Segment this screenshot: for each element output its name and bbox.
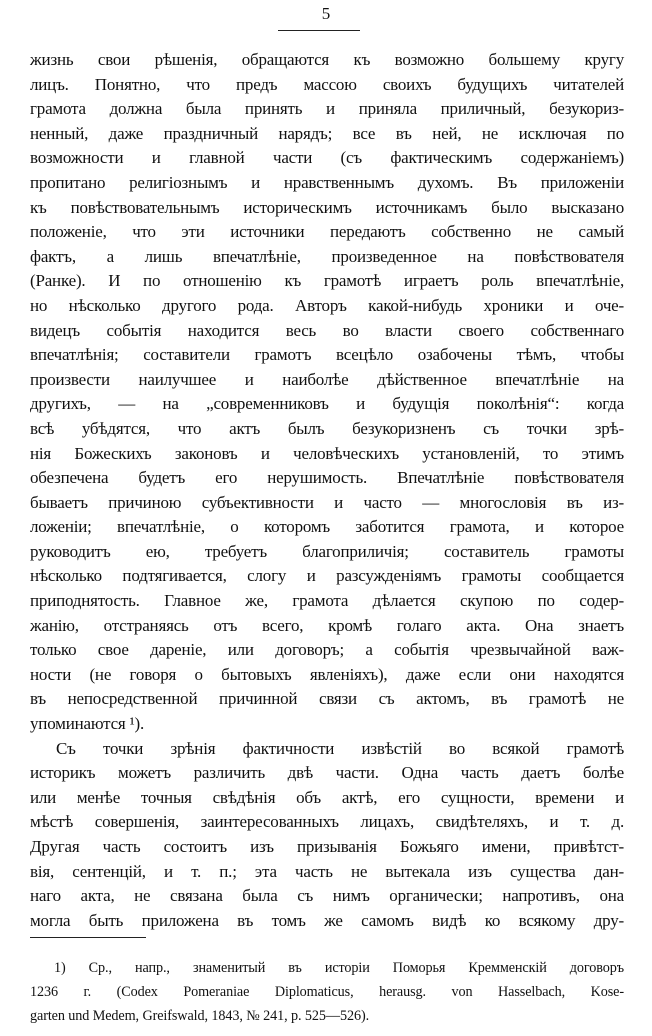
text-line: къ повѣствовательнымъ историческимъ источникамъ было высказано bbox=[30, 197, 624, 217]
text-line: ненный, даже праздничный нарядъ; все въ ней, не исключая по bbox=[30, 123, 624, 143]
text-line: (Ранке). И по отношенію къ грамотѣ играетъ роль впечатлѣніе, bbox=[30, 271, 624, 291]
text-line: вія, сентенцій, и т. п.; эта часть не вытекала изъ существа дан- bbox=[30, 861, 624, 881]
text-line: Другая часть состоитъ изъ призыванія Божьяго имени, привѣтст- bbox=[30, 837, 624, 856]
text-line: только свое дареніе, или договоръ; а событія чрезвычайной важ- bbox=[30, 640, 624, 660]
footnote-rule bbox=[30, 937, 146, 938]
text-line: или менѣе точныя свѣдѣнія объ актѣ, его сущности, времени и bbox=[30, 787, 624, 807]
text-line: нѣсколько подтягивается, слогу и разсужденіямъ грамоты сообщается bbox=[30, 566, 624, 586]
text-line: нія Божескихъ законовъ и человѣческихъ установленій, то этимъ bbox=[30, 443, 624, 463]
text-line: бываетъ причиною субъективности и часто — многословія въ из- bbox=[30, 492, 624, 512]
text-line: всѣ убѣдятся, что актъ былъ безукоризненъ съ точки зрѣ- bbox=[30, 418, 624, 438]
text-line: грамота должна была принять и приняла приличный, безукориз- bbox=[30, 99, 624, 119]
text-line: ложеніи; впечатлѣніе, о которомъ заботится грамота, и которое bbox=[30, 517, 624, 537]
text-line: могла быть приложена въ томъ же самомъ видѣ ко всякому дру- bbox=[30, 910, 624, 930]
text-line: фактъ, а лишь впечатлѣніе, произведенное на повѣствователя bbox=[30, 246, 624, 266]
text-line: произвести наилучшее и наиболѣе дѣйственное впечатлѣніе на bbox=[30, 369, 624, 389]
text-line: приподнятость. Главное же, грамота дѣлается скупою по содер- bbox=[30, 591, 624, 611]
page-number: 5 bbox=[321, 4, 331, 23]
text-line: лицъ. Понятно, что предъ массою своихъ будущихъ читателей bbox=[30, 74, 624, 94]
text-line: положеніе, что эти источники передаютъ собственно не самый bbox=[30, 222, 624, 242]
text-line: историкъ можетъ различить двѣ части. Одна часть даетъ болѣе bbox=[30, 763, 624, 783]
footnote-line: garten und Medem, Greifswald, 1843, № 241, p. 525—526). bbox=[30, 1008, 370, 1024]
text-line: пропитано религіознымъ и нравственнымъ духомъ. Въ приложеніи bbox=[30, 172, 624, 192]
text-line: жизнь свои рѣшенія, обращаются къ возможно большему кругу bbox=[30, 50, 624, 69]
text-line: видецъ событія находится весь во власти своего собственнаго bbox=[30, 320, 624, 340]
body-text bbox=[30, 48, 624, 933]
text-line: возможности и главной части (съ фактическимъ содержаніемъ) bbox=[30, 148, 624, 168]
text-line: мѣстѣ совершенія, заинтересованныхъ лицахъ, свидѣтеляхъ, и т. д. bbox=[30, 812, 624, 832]
text-line: Съ точки зрѣнія фактичности извѣстій во всякой грамотѣ bbox=[56, 738, 624, 758]
text-line: ности (не говоря о бытовыхъ явленіяхъ), даже если они находятся bbox=[30, 664, 624, 684]
text-line: впечатлѣнія; составители грамотъ всецѣло озабочены тѣмъ, чтобы bbox=[30, 345, 624, 365]
text-line: въ непосредственной причинной связи съ актомъ, въ грамотѣ не bbox=[30, 689, 624, 709]
text-line: но нѣсколько другого рода. Авторъ какой-нибудь хроники и оче- bbox=[30, 295, 624, 315]
text-line: руководитъ ею, требуетъ благоприличія; составитель грамоты bbox=[30, 541, 624, 561]
header-rule bbox=[278, 30, 360, 31]
text-line: жанію, отстраняясь отъ всего, кромѣ голаго акта. Она знаетъ bbox=[30, 615, 624, 635]
footnote-line: 1236 г. (Codex Pomeraniae Diplomaticus, herausg. von Hasselbach, Kose- bbox=[30, 984, 624, 1000]
footnote-line: 1) Ср., напр., знаменитый въ исторіи Поморья Кремменскій договоръ bbox=[54, 960, 624, 976]
footnote bbox=[30, 956, 624, 1028]
text-line: обезпечена будетъ его нерушимость. Впечатлѣніе повѣствователя bbox=[30, 468, 624, 488]
text-line: упоминаются ¹). bbox=[30, 714, 145, 734]
text-line: другихъ, — на „современниковъ и будущія поколѣнія“: когда bbox=[30, 394, 624, 414]
text-line: наго акта, не связана была съ нимъ органически; напротивъ, она bbox=[30, 886, 624, 906]
